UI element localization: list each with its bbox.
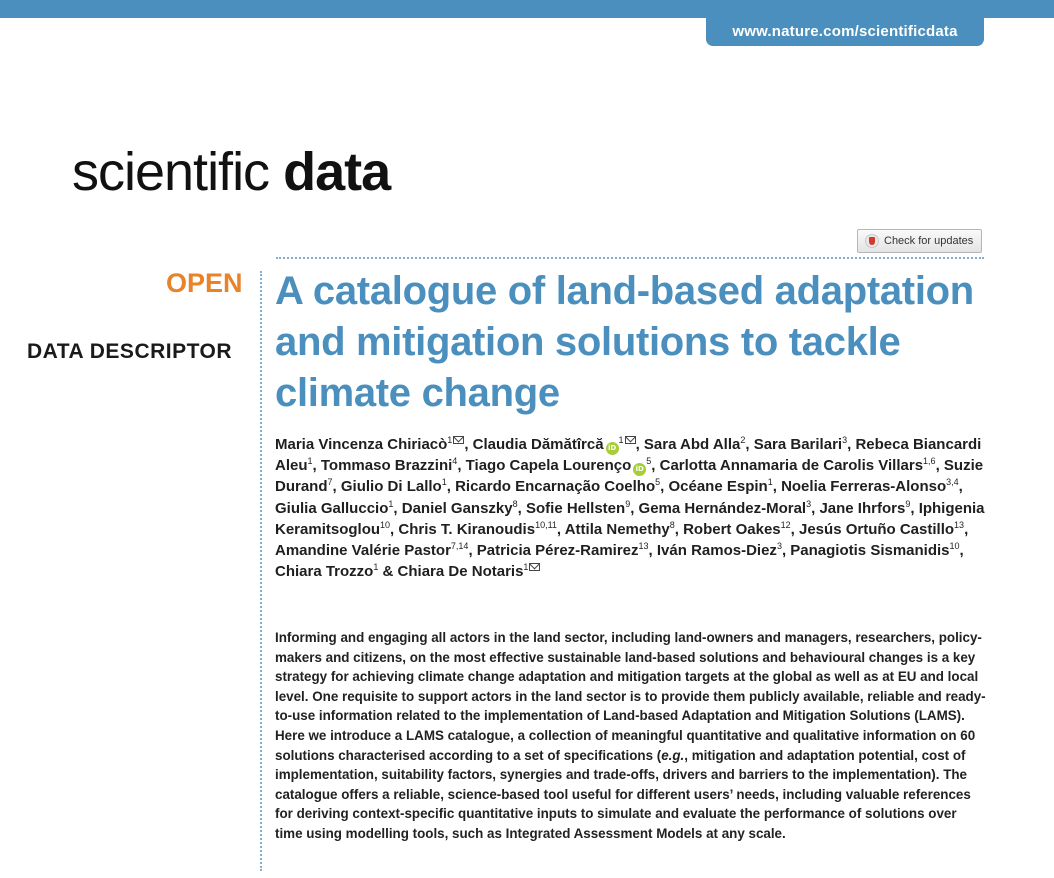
author-name: Chiara Trozzo — [275, 563, 374, 581]
author-name: Ricardo Encarnação Coelho — [455, 478, 656, 496]
affiliation-number[interactable]: 10 — [380, 519, 391, 530]
author-name: Chiara De Notaris — [397, 563, 524, 581]
author-name: Robert Oakes — [683, 520, 781, 538]
bookmark-icon — [865, 234, 879, 248]
affiliation-number[interactable]: 12 — [780, 519, 791, 530]
author-item[interactable] — [790, 542, 959, 559]
author-name: Patricia Pérez-Ramirez — [476, 542, 639, 560]
author-name: Chris T. Kiranoudis — [398, 520, 536, 538]
author-item[interactable] — [565, 521, 675, 538]
envelope-icon[interactable] — [625, 436, 636, 444]
abstract-text: , mitigation and adaptation potential, cost of implementation, suitability factors, synergies and trade-offs, drivers and barriers to the implementation). The catalogue offers a reliable, science-based tool useful for different users’ needs, including valuable references for deriving context-specific quantitative inputs to simulate and evaluate the performance of solutions over time using modelling tools, such as Integrated Assessment Models at any scale. — [275, 747, 971, 841]
affiliation-number[interactable]: 1 — [373, 562, 379, 573]
author-item[interactable] — [657, 542, 782, 559]
author-name: Daniel Ganszky — [401, 499, 513, 517]
author-name: Carlotta Annamaria de Carolis Villars — [659, 457, 924, 475]
affiliation-number[interactable]: 1 — [441, 477, 447, 488]
abstract-text: Informing and engaging all actors in the land sector, including land-owners and managers, researchers, policy-makers and citizens, on the most effective sustainable land-based solutions and behavioural changes is a key strategy for achieving climate change adaptation and mitigation targets at the global as well as at EU and local level. One requisite to support actors in the land sector is to provide them publicly available, reliable and ready-to-use information related to the implementation of Land-based Adaptation and Mitigation Solutions (LAMS). Here we introduce a LAMS catalogue, a collection of meaningful quantitative and qualitative information on 60 solutions characterised according to a set of specifications ( — [275, 630, 986, 763]
affiliation-number[interactable]: 8 — [512, 498, 518, 509]
journal-logo-word-1: scientific — [72, 142, 270, 202]
author-item[interactable] — [341, 478, 447, 495]
abstract-italic-text: e.g. — [661, 747, 685, 763]
affiliation-number[interactable]: 10,11 — [535, 519, 557, 530]
affiliation-number[interactable]: 1 — [523, 562, 529, 573]
check-for-updates-label: Check for updates — [884, 235, 974, 247]
affiliation-number[interactable]: 2 — [740, 435, 746, 445]
author-item[interactable] — [683, 521, 791, 538]
check-for-updates-button[interactable] — [857, 229, 982, 253]
affiliation-number[interactable]: 13 — [638, 541, 649, 552]
horizontal-divider — [276, 257, 984, 259]
affiliation-number[interactable]: 1 — [618, 435, 624, 445]
affiliation-number[interactable]: 9 — [905, 498, 911, 509]
abstract — [275, 628, 987, 844]
author-item[interactable] — [473, 436, 636, 453]
orcid-icon[interactable]: iD — [606, 442, 619, 455]
author-item[interactable] — [644, 436, 745, 453]
author-item[interactable] — [321, 457, 457, 474]
envelope-icon[interactable] — [529, 563, 540, 571]
article-title: A catalogue of land-based adaptation and mitigation solutions to tackle climate change — [275, 269, 974, 415]
author-name: Attila Nemethy — [564, 520, 670, 538]
journal-header-bar — [0, 0, 1054, 18]
affiliation-number[interactable]: 3,4 — [946, 477, 959, 488]
orcid-icon[interactable]: iD — [633, 463, 646, 476]
author-item[interactable] — [402, 500, 518, 517]
author-list: Maria Vincenza Chiriacò$^1$ , Claudia Dămătîrcă $iD^1$ , Sara Abd Alla$^2$, Sara Barilari$^3$, Rebeca Biancardi Aleu$^1$, Tommaso Brazzini$^4$, Tiago Capela Lourenço $iD^5$, Carlotta Annamaria de Carolis Villars$^{1,6}$, Suzie Durand$^7$, Giulio Di Lallo$^1$, Ricardo Encarnação Coelho$^5$, Océane Espin$^1$, Noelia Ferreras-Alonso$^{3,4}$, Giulia Galluccio$^1$, Daniel Ganszky$^8$, Sofie Hellsten$^9$, Gema Hernández-Moral$^3$, Jane Ihrfors$^9$, Iphigenia Keramitsoglou$^{10}$, Chris T. Kiranoudis$^{10,11}$, Attila Nemethy$^8$, Robert Oakes$^{12}$, Jesús Ortuño Castillo$^{13}$, Amandine Valérie Pastor$^{7,14}$, Patricia Pérez-Ramirez$^{13}$, Iván Ramos-Diez$^3$, Panagiotis Sismanidis$^{10}$, Chiara Trozzo$^1$ & Chiara De Notaris$^1$ — [275, 435, 985, 581]
author-name: Jane Ihrfors — [819, 499, 906, 517]
author-name: Maria Vincenza Chiriacò — [275, 436, 448, 453]
author-item[interactable] — [526, 500, 630, 517]
affiliation-number[interactable]: 7 — [327, 477, 333, 488]
author-name: Jesús Ortuño Castillo — [799, 520, 955, 538]
affiliation-number[interactable]: 3 — [842, 435, 848, 445]
author-name: Iván Ramos-Diez — [656, 542, 777, 560]
affiliation-number[interactable]: 13 — [954, 519, 965, 530]
author-item[interactable] — [819, 500, 910, 517]
author-name: Claudia Dămătîrcă — [472, 436, 604, 453]
author-item[interactable] — [398, 563, 541, 580]
author-name: Rebeca Biancardi Aleu — [275, 436, 982, 475]
author-name: Gema Hernández-Moral — [638, 499, 807, 517]
journal-logo-word-2: data — [283, 142, 391, 202]
author-item[interactable] — [275, 563, 378, 580]
author-name: Tommaso Brazzini — [320, 457, 453, 475]
affiliation-number[interactable]: 1 — [447, 435, 453, 445]
author-item[interactable] — [477, 542, 649, 559]
author-name: Giulia Galluccio — [275, 499, 389, 517]
author-item[interactable] — [754, 436, 847, 453]
author-item[interactable] — [398, 521, 557, 538]
affiliation-number[interactable]: 1 — [388, 498, 394, 509]
author-item[interactable] — [275, 542, 468, 559]
affiliation-number[interactable]: 10 — [949, 541, 960, 552]
author-item[interactable] — [639, 500, 812, 517]
author-item[interactable] — [275, 436, 464, 453]
author-item[interactable] — [668, 478, 772, 495]
affiliation-number[interactable]: 4 — [452, 456, 458, 467]
affiliation-number[interactable]: 3 — [776, 541, 782, 552]
affiliation-number[interactable]: 7,14 — [450, 541, 469, 552]
journal-logo[interactable] — [72, 140, 390, 204]
open-access-label: OPEN — [166, 268, 243, 298]
author-name: Noelia Ferreras-Alonso — [781, 478, 947, 496]
envelope-icon[interactable] — [453, 436, 464, 444]
author-name: Amandine Valérie Pastor — [275, 542, 451, 560]
author-item[interactable] — [781, 478, 959, 495]
affiliation-number[interactable]: 1 — [307, 456, 313, 467]
affiliation-number[interactable]: 5 — [655, 477, 661, 488]
author-name: Océane Espin — [668, 478, 768, 496]
author-name: Iphigenia Keramitsoglou — [275, 499, 985, 538]
author-name: Suzie Durand — [275, 457, 984, 496]
author-name: Sofie Hellsten — [525, 499, 626, 517]
affiliation-number[interactable]: 5 — [646, 456, 652, 467]
vertical-divider — [260, 271, 262, 871]
affiliation-number[interactable]: 1 — [767, 477, 773, 488]
article-type-label: DATA DESCRIPTOR — [27, 340, 233, 363]
author-name: Giulio Di Lallo — [340, 478, 442, 496]
author-item[interactable] — [455, 478, 660, 495]
journal-url-link[interactable]: www.nature.com/scientificdata — [706, 18, 984, 46]
author-name: Tiago Capela Lourenço — [465, 457, 632, 475]
affiliation-number[interactable]: 1,6 — [923, 456, 936, 467]
affiliation-number[interactable]: 8 — [669, 519, 675, 530]
affiliation-number[interactable]: 9 — [625, 498, 631, 509]
author-item[interactable] — [466, 457, 652, 474]
affiliation-number[interactable]: 3 — [806, 498, 812, 509]
author-name: Sara Abd Alla — [643, 436, 741, 453]
author-item[interactable] — [660, 457, 936, 474]
author-item[interactable] — [275, 500, 393, 517]
author-item[interactable] — [799, 521, 964, 538]
author-name: Panagiotis Sismanidis — [790, 542, 950, 560]
author-name: Sara Barilari — [753, 436, 843, 453]
